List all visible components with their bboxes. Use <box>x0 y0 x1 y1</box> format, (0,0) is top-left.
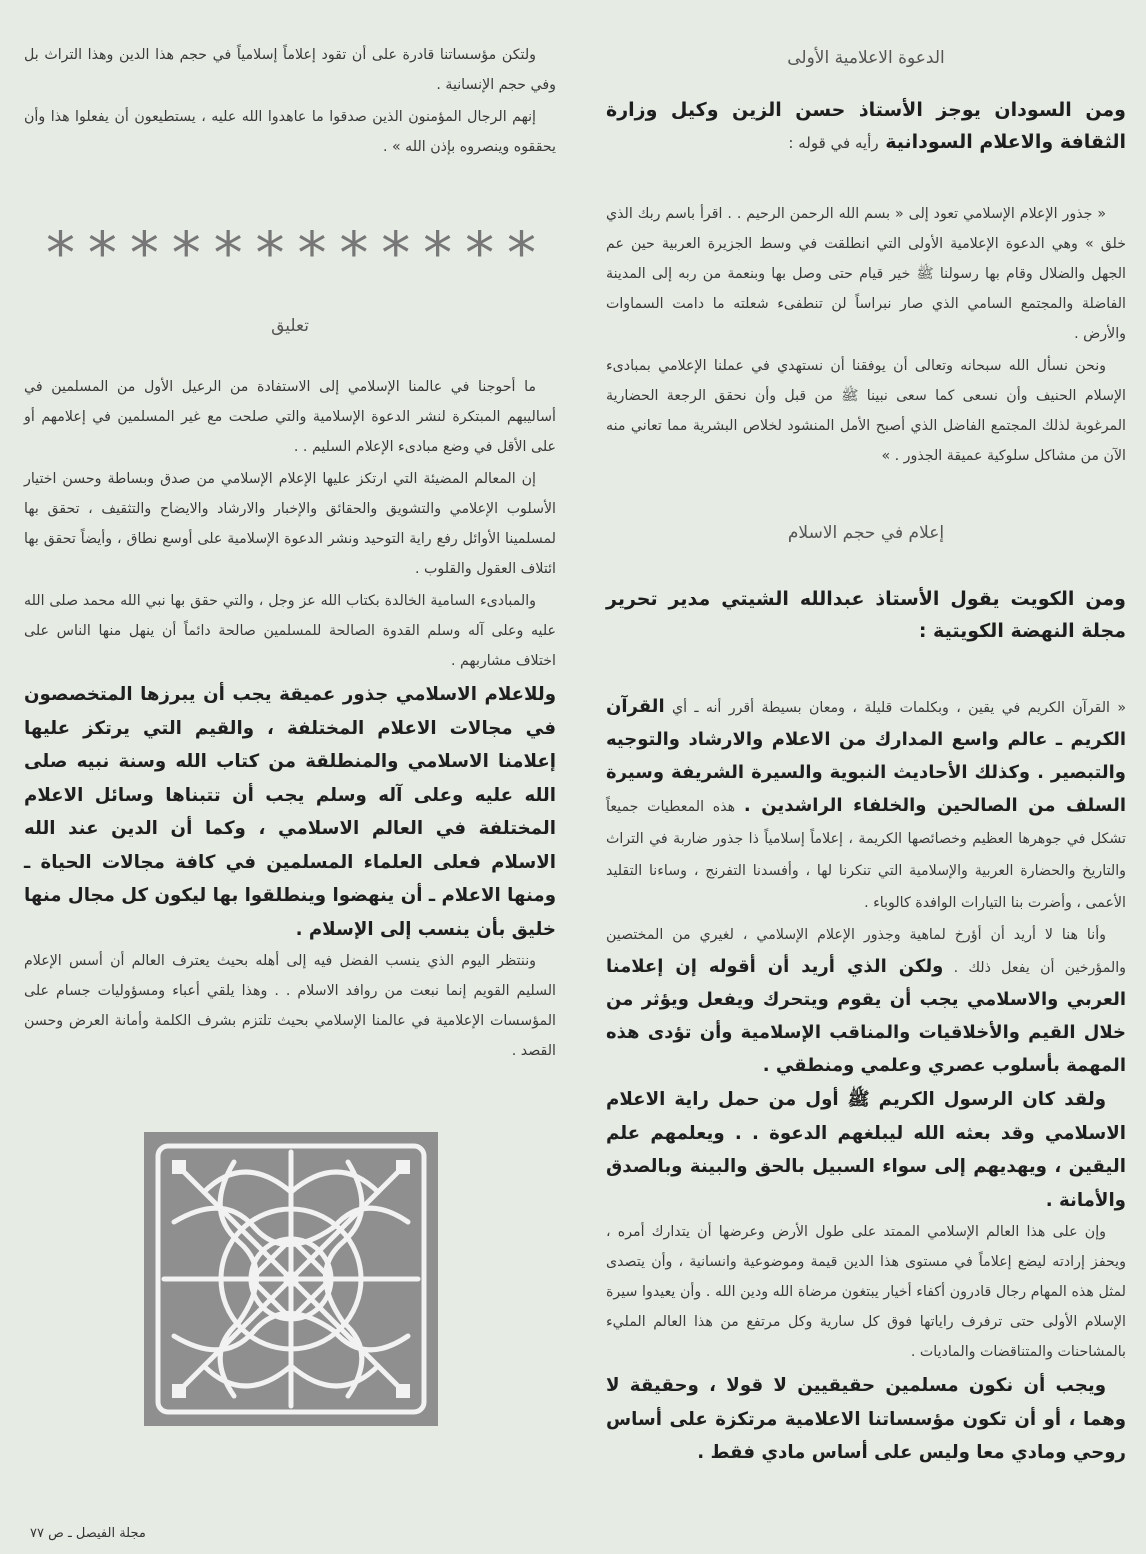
quote-sudan-p2: ونحن نسأل الله سبحانه وتعالى أن يوفقنا أن نستهدي في عملنا الإعلامي بمبادىء الإسلام الحنيف وأن نسعى كما سعى نبينا ﷺ من قبل وأن نحقق الرجعة الحضارية المرغوبة لذلك المجتمع الفاضل الذي أصبح الأمل المنشود لخلاص البشرية مما تعاني منه الآن من مشاكل سلوكية عميقة الجذور . » <box>606 358 1126 464</box>
star-icon: * <box>506 219 536 287</box>
quote-kuwait-p2-plain: وأنا هنا لا أريد أن أؤرخ لماهية وجذور الإعلام الإسلامي ، لغيري من المختصين والمؤرخين أن يفعل ذلك . <box>606 927 1127 976</box>
commentary-p3: والمبادىء السامية الخالدة بكتاب الله عز وجل ، والتي حقق بها نبي الله محمد صلى الله عليه وعلى آله وسلم القدوة الصالحة للمسلمين صالحة دائماً أن ينهل منها الناس على اختلاف مشاربهم . <box>24 593 556 669</box>
page-footer: مجلة الفيصل ـ ص ٧٧ <box>30 1526 146 1541</box>
quote-kuwait-p5: ويجب أن نكون مسلمين حقيقيين لا قولا ، وحقيقة لا وهما ، أو أن تكون مؤسساتنا الاعلامية مرتكزة على أساس روحي ومادي معا وليس على أساس مادي فقط . <box>606 1375 1126 1463</box>
star-icon: * <box>297 219 327 287</box>
commentary-bold: وللاعلام الاسلامي جذور عميقة يجب أن يبرزها المتخصصون في مجالات الاعلام المختلفة ، والقيم التي يرتكز عليها إعلامنا الاسلامي والمنطلقة من كتاب الله وسنة نبيه صلى الله عليه وعلى آله وسلم يجب أن تتبناها وسائل الاعلام المختلفة في العالم الاسلامي ، وكما أن الدين عند الله الاسلام فعلى العلماء المسلمين في كافة مجالات الحياة ـ ومنها الاعلام ـ أن ينهضوا وينطلقوا بها ليكون كل مجال منها خليق بأن ينسب إلى الإسلام . <box>24 684 556 940</box>
commentary-heading: تعليق <box>271 316 309 336</box>
section-heading-media-scale: إعلام في حجم الاسلام <box>787 523 945 543</box>
calligraphy-ornament-image <box>144 1132 438 1426</box>
quote-kuwait-p4: وإن على هذا العالم الإسلامي الممتد على طول الأرض وعرضها أن يتدارك أمره ، ويحفز إرادته ليضع إعلاماً في مستوى هذا الدين قيمة وموضوعية وانسانية ، وأن يتصدى لمثل هذه المهام رجال قادرون أكفاء أخيار يبتغون مرضاة الله ودين الله . وأن يعيدوا سيرة الإسلام الأولى حتى ترفرف راياتها فوق كل سارية وكل مرتفع من هذا العالم المليء بالمشاحنات والمتناقضات والماديات . <box>606 1224 1126 1360</box>
quote-kuwait-p2-bold: ولكن الذي أريد أن أقوله إن إعلامنا العربي والاسلامي يجب أن يقوم ويتحرك ويفعل ويؤثر من خلال القيم والأخلاقيات والمناقب الإسلامية وأن تؤدى هذه المهمة بأسلوب عصري وعلمي ومنطقي . <box>606 956 1126 1076</box>
commentary-p2: إن المعالم المضيئة التي ارتكز عليها الإعلام الإسلامي من صدق وبساطة وحسن اختيار الأسلوب الإعلامي والتشويق والحقائق والإخبار والارشاد والايضاح والتثقيف ، تحقق بها لمسلمينا الأوائل رفع راية التوحيد ونشر الدعوة الإسلامية على أوسع نطاق ، وأيضاً تحقق بها ائتلاف العقول والقلوب . <box>24 471 556 577</box>
intro-kuwait: ومن الكويت يقول الأستاذ عبدالله الشيتي مدير تحرير مجلة النهضة الكويتية : <box>606 588 1126 642</box>
right-column <box>606 40 1126 1470</box>
commentary-p4: وننتظر اليوم الذي ينسب الفضل فيه إلى أهله بحيث يعترف العالم أن أسس الإعلام السليم القويم إنما نبعت من روافد الاسلام . . وهذا يلقي أعباء ومسؤوليات جسام على المؤسسات الإعلامية في عالمنا الإسلامي بحيث تلتزم بشرف الكلمة وأمانة العرض وحسن القصد . <box>24 953 556 1059</box>
quote-kuwait-p3: ولقد كان الرسول الكريم ﷺ أول من حمل راية الاعلام الاسلامي وقد بعثه الله ليبلغهم الدعوة . . ويعلمهم علم اليقين ، ويهديهم إلى سواء السبيل بالحق والبينة وبالصدق والأمانة . <box>606 1089 1126 1211</box>
quote-kuwait-p1-plain: « القرآن الكريم في يقين ، وبكلمات قليلة ، ومعان بسيطة أقرر أنه ـ أي <box>671 700 1126 716</box>
star-icon: * <box>171 219 201 287</box>
quote-kuwait-p1-plain2: هذه المعطيات جميعاً تشكل في جوهرها العظيم وخصائصها الكريمة ، إعلاماً إسلامياً ذا جذور ضاربة في التراث والتاريخ والحضارة العربية والإسلامية التي تنكرنا لها ، وأفسدنا التفرنج ، وساءنا التقليد الأعمى ، وأضرت بنا التيارات الوافدة كالوباء . <box>606 799 1126 911</box>
intro-sudan <box>606 94 1126 159</box>
star-divider <box>46 219 536 287</box>
star-icon: * <box>87 219 117 287</box>
calligraphy-ornament-icon <box>144 1132 438 1426</box>
star-icon: * <box>381 219 411 287</box>
left-column <box>24 40 556 164</box>
intro-sudan-plain: رأيه في قوله : <box>788 134 879 152</box>
quote-kuwait-p1-bold: القرآن الكريم ـ عالم واسع المدارك من الاعلام والارشاد والتوجيه والتبصير . وكذلك الأحاديث النبوية والسيرة الشريفة وسيرة السلف من الصالحين والخلفاء الراشدين . <box>606 696 1127 816</box>
quote-kuwait-p2 <box>606 919 1126 1083</box>
star-icon: * <box>255 219 285 287</box>
star-icon: * <box>339 219 369 287</box>
star-icon: * <box>46 219 75 287</box>
continued-p1: ولتكن مؤسساتنا قادرة على أن تقود إعلاماً إسلامياً في حجم هذا الدين وهذا التراث بل وفي حجم الإنسانية . <box>24 47 556 93</box>
star-icon: * <box>213 219 243 287</box>
quote-sudan-p1: « جذور الإعلام الإسلامي تعود إلى « بسم الله الرحمن الرحيم . . اقرأ باسم ربك الذي خلق » وهي الدعوة الإعلامية الأولى التي انطلقت في وسط الجزيرة العربية حين عم الجهل والضلال وقام بها رسولنا ﷺ خير قيام حتى وصل بها وبنعمة من ربه إلى المدينة الفاضلة والمجتمع السامي الذي صار نبراساً لن تنطفىء شعلته ما دامت السماوات والأرض . <box>606 206 1126 342</box>
commentary-p1: ما أحوجنا في عالمنا الإسلامي إلى الاستفادة من الرعيل الأول من المسلمين في أساليبهم المبتكرة لنشر الدعوة الإسلامية والتي صلحت مع غير المسلمين في إعلامهم أو على الأقل في وضع مبادىء الإعلام السليم . . <box>24 379 556 455</box>
quote-kuwait-p1 <box>606 691 1126 919</box>
intro-sudan-bold: ومن السودان يوجز الأستاذ حسن الزين وكيل وزارة الثقافة والاعلام السودانية <box>606 99 1126 153</box>
commentary-section <box>24 316 556 1068</box>
star-icon: * <box>129 219 159 287</box>
star-icon: * <box>423 219 453 287</box>
continued-p2: إنهم الرجال المؤمنون الذين صدقوا ما عاهدوا الله عليه ، يستطيعون أن يفعلوا هذا وأن يحققوه وينصروه بإذن الله » . <box>24 109 556 155</box>
star-icon: * <box>465 219 495 287</box>
section-heading-first-call: الدعوة الاعلامية الأولى <box>787 48 945 68</box>
